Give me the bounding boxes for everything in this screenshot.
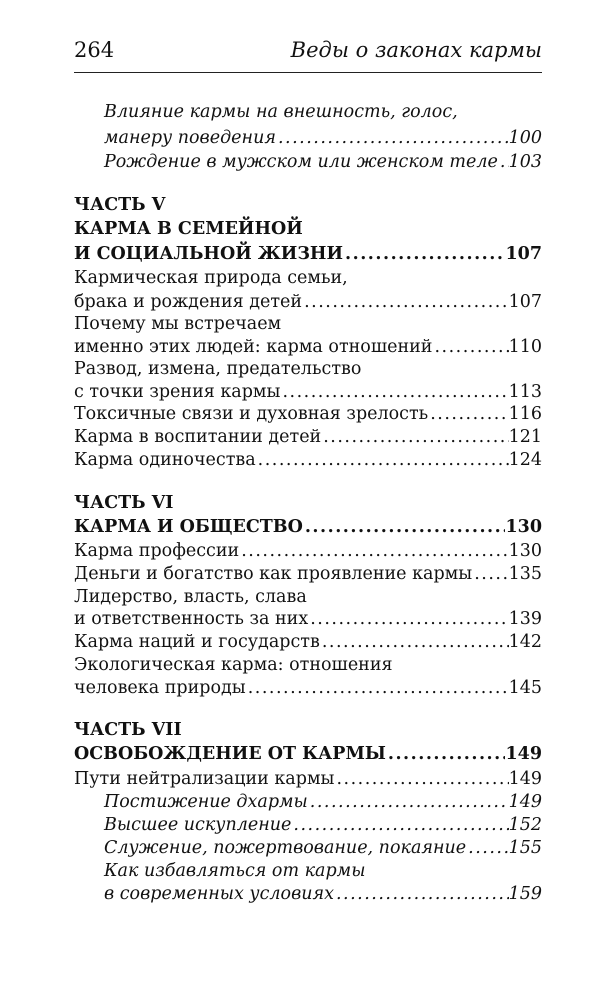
toc-entry xyxy=(104,125,542,151)
toc-entry-text: манеру поведения xyxy=(104,128,276,148)
toc-entry xyxy=(104,149,542,175)
toc-entry-page: 149 xyxy=(508,769,542,789)
toc-entry-text: Влияние кармы на внешность, голос, xyxy=(104,102,458,122)
toc-entry-page: 159 xyxy=(508,884,542,904)
toc-entry: Карма одиночества ..... 124 xyxy=(74,447,542,473)
part-title-text: КАРМА И ОБЩЕСТВО xyxy=(74,517,303,537)
toc-entry-page: 152 xyxy=(508,815,542,835)
toc-subentry-line: Как избавляться от кармы xyxy=(104,861,366,881)
toc-subentry: Высшее искупление ..... 152 xyxy=(104,812,542,838)
toc-entry-page: 116 xyxy=(508,404,542,424)
toc-entry-page: 107 xyxy=(508,292,542,312)
toc-entry-page: 110 xyxy=(508,337,542,357)
toc-subentry: Служение, пожертвование, покаяние ..... 155 xyxy=(104,835,542,861)
toc-entry-page: 149 xyxy=(508,792,542,812)
toc-entry-page: 103 xyxy=(508,152,542,172)
toc-entry-line xyxy=(104,99,542,125)
toc-entry: с точки зрения кармы ..... 113 xyxy=(74,379,542,405)
toc-entry: брака и рождения детей ..... 107 xyxy=(74,289,542,315)
part-label: ЧАСТЬ VII xyxy=(74,720,182,740)
part-page: 130 xyxy=(505,517,542,537)
toc-entry: именно этих людей: карма отношений ..... 110 xyxy=(74,334,542,360)
toc-entry: и ответственность за них ..... 139 xyxy=(74,606,542,632)
dot-leader xyxy=(386,741,506,767)
header-rule xyxy=(74,72,542,73)
part-title-text: И СОЦИАЛЬНОЙ ЖИЗНИ xyxy=(74,244,344,264)
part-page: 149 xyxy=(505,744,542,764)
toc-subentry: Постижение дхармы ..... 149 xyxy=(104,789,542,815)
dot-leader xyxy=(498,149,509,175)
toc-entry-page: 121 xyxy=(508,427,542,447)
toc-entry-line: Лидерство, власть, слава xyxy=(74,587,307,607)
toc-entry-line: Кармическая природа семьи, xyxy=(74,268,348,288)
page-header xyxy=(74,38,542,78)
part-title xyxy=(74,241,542,267)
page-number: 264 xyxy=(74,38,115,62)
part-label: ЧАСТЬ VI xyxy=(74,493,174,513)
dot-leader xyxy=(303,514,506,540)
toc-entry-line: Экологическая карма: отношения xyxy=(74,655,393,675)
dot-leader xyxy=(276,125,509,151)
toc-entry-line: Развод, измена, предательство xyxy=(74,359,362,379)
toc-entry-page: 139 xyxy=(508,609,542,629)
toc-entry: человека природы ..... 145 xyxy=(74,675,542,701)
toc-entry-page: 124 xyxy=(508,450,542,470)
toc-subentry: в современных условиях ..... 159 xyxy=(104,881,542,907)
toc-entry-page: 155 xyxy=(508,838,542,858)
toc-entry-page: 113 xyxy=(508,382,542,402)
part-page: 107 xyxy=(505,244,542,264)
toc-entry: Пути нейтрализации кармы ..... 149 xyxy=(74,766,542,792)
dot-leader xyxy=(246,675,509,701)
running-title: Веды о законах кармы xyxy=(290,38,542,62)
toc-entry-line: Почему мы встречаем xyxy=(74,314,282,334)
dot-leader xyxy=(343,241,505,267)
toc-entry: Карма в воспитании детей ..... 121 xyxy=(74,424,542,450)
toc-entry-page: 142 xyxy=(508,632,542,652)
part-label: ЧАСТЬ V xyxy=(74,195,166,215)
toc-entry-text: Рождение в мужском или женском теле xyxy=(104,152,498,172)
toc-entry: Деньги и богатство как проявление кармы ..... 135 xyxy=(74,561,542,587)
dot-leader xyxy=(256,447,509,473)
toc-entry: Карма профессии ..... 130 xyxy=(74,538,542,564)
dot-leader xyxy=(334,881,509,907)
part-title-text: ОСВОБОЖДЕНИЕ ОТ КАРМЫ xyxy=(74,744,386,764)
toc-entry-page: 130 xyxy=(508,541,542,561)
toc-entry-page: 135 xyxy=(508,564,542,584)
toc-entry-page: 145 xyxy=(508,678,542,698)
toc-entry: Карма наций и государств ..... 142 xyxy=(74,629,542,655)
part-title xyxy=(74,514,542,540)
part-title-line: КАРМА В СЕМЕЙНОЙ xyxy=(74,219,303,239)
part-title xyxy=(74,741,542,767)
toc-entry-page: 100 xyxy=(508,128,542,148)
toc-entry: Токсичные связи и духовная зрелость ..... 116 xyxy=(74,401,542,427)
